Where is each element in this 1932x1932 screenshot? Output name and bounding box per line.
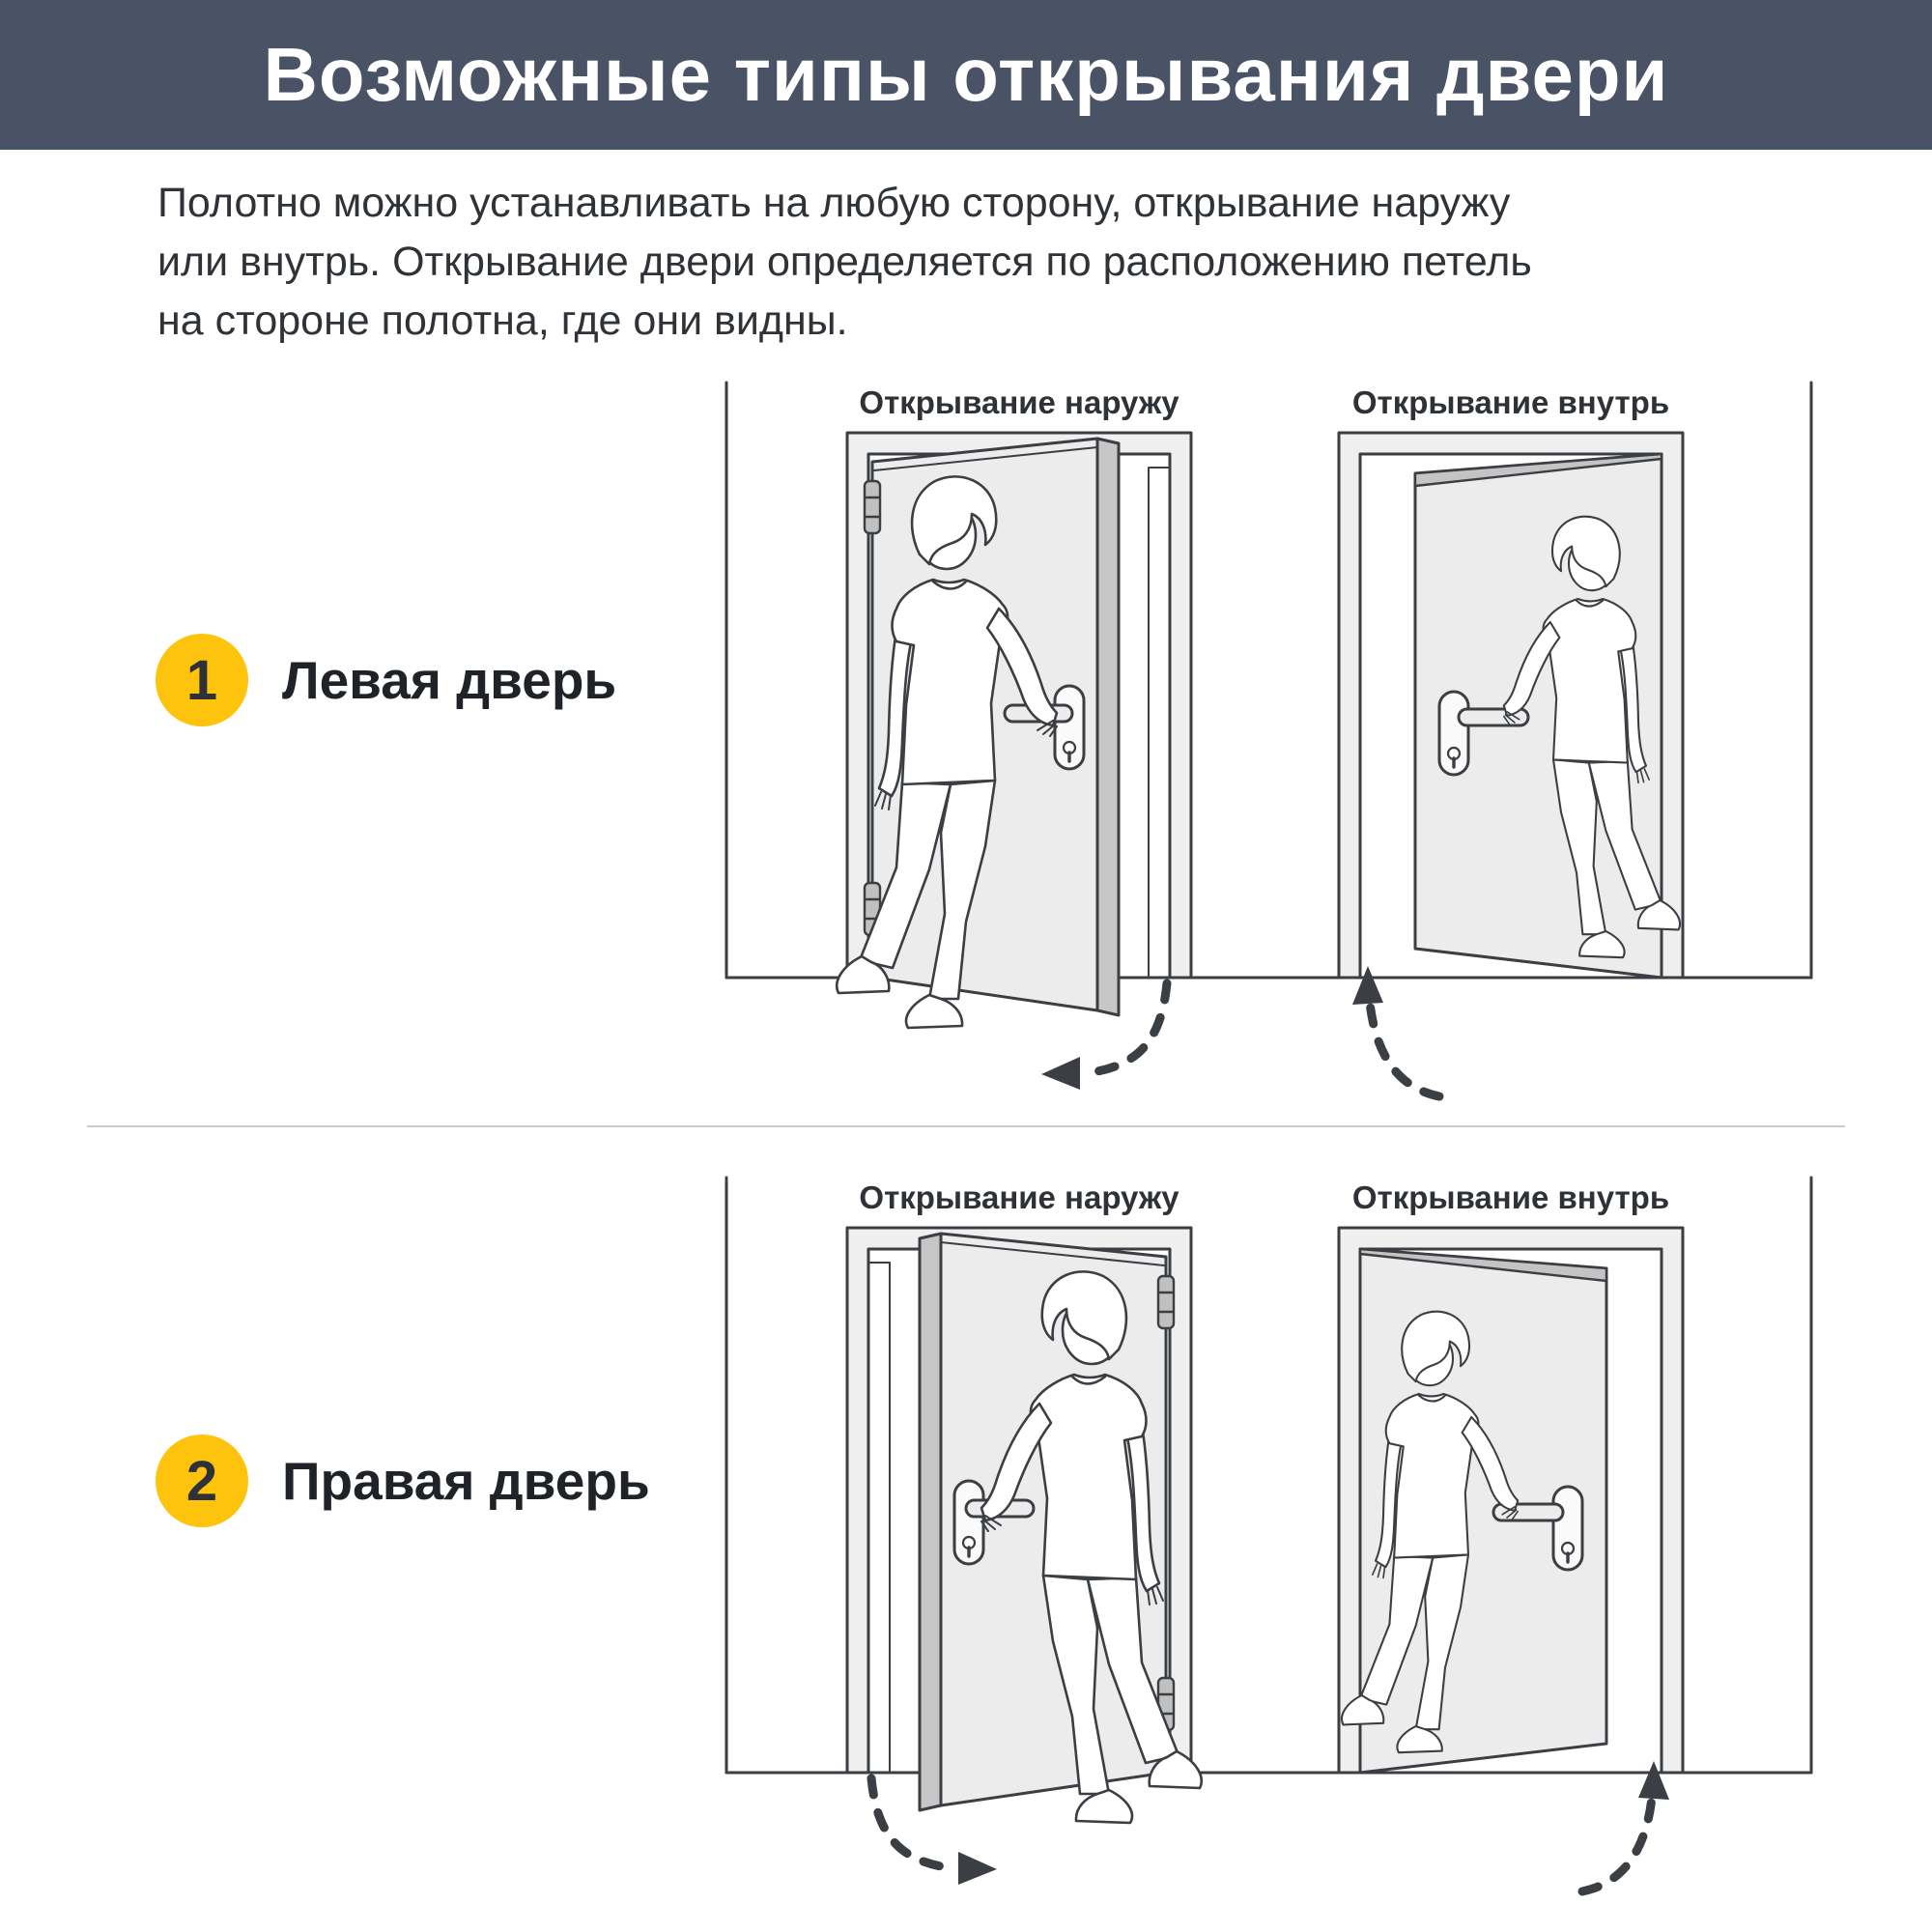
panel-title-outward: Открывание наружу bbox=[859, 384, 1179, 420]
section-right-door bbox=[0, 1128, 1932, 1932]
intro-line: или внутрь. Открывание двери определяется по расположению петель bbox=[157, 239, 1532, 285]
intro-line: на стороне полотна, где они видны. bbox=[157, 298, 848, 344]
diagram-panels bbox=[715, 1128, 1864, 1932]
doorway-inward-right-hinged bbox=[1339, 1228, 1683, 1891]
header-bar bbox=[0, 0, 1932, 150]
doorway-outward-right-hinged bbox=[847, 1228, 1202, 1885]
section-divider bbox=[87, 1125, 1845, 1127]
diagram-panels bbox=[715, 333, 1864, 1126]
doorway-inward-left-hinged bbox=[1339, 433, 1683, 1096]
panel-title-inward: Открывание внутрь bbox=[1351, 1179, 1670, 1215]
step-number: 2 bbox=[185, 1449, 218, 1513]
step-number-badge bbox=[156, 634, 248, 726]
doorway-outward-left-hinged bbox=[837, 433, 1191, 1090]
left-door-diagram-svg bbox=[715, 377, 1864, 1150]
panel-title-inward: Открывание внутрь bbox=[1351, 384, 1670, 420]
step-row bbox=[156, 1435, 650, 1527]
intro-line: Полотно можно устанавливать на любую сторону, открывание наружу bbox=[157, 180, 1511, 226]
step-number: 1 bbox=[185, 648, 218, 712]
section-label: Правая дверь bbox=[282, 1451, 650, 1511]
step-row bbox=[156, 634, 616, 726]
right-door-diagram-svg bbox=[715, 1172, 1864, 1932]
section-label: Левая дверь bbox=[282, 650, 617, 710]
panel-title-outward: Открывание наружу bbox=[859, 1179, 1179, 1215]
intro-text bbox=[157, 174, 1532, 351]
section-left-door bbox=[0, 333, 1932, 1126]
step-number-badge bbox=[156, 1435, 248, 1527]
page-title: Возможные типы открывания двери bbox=[263, 32, 1669, 117]
